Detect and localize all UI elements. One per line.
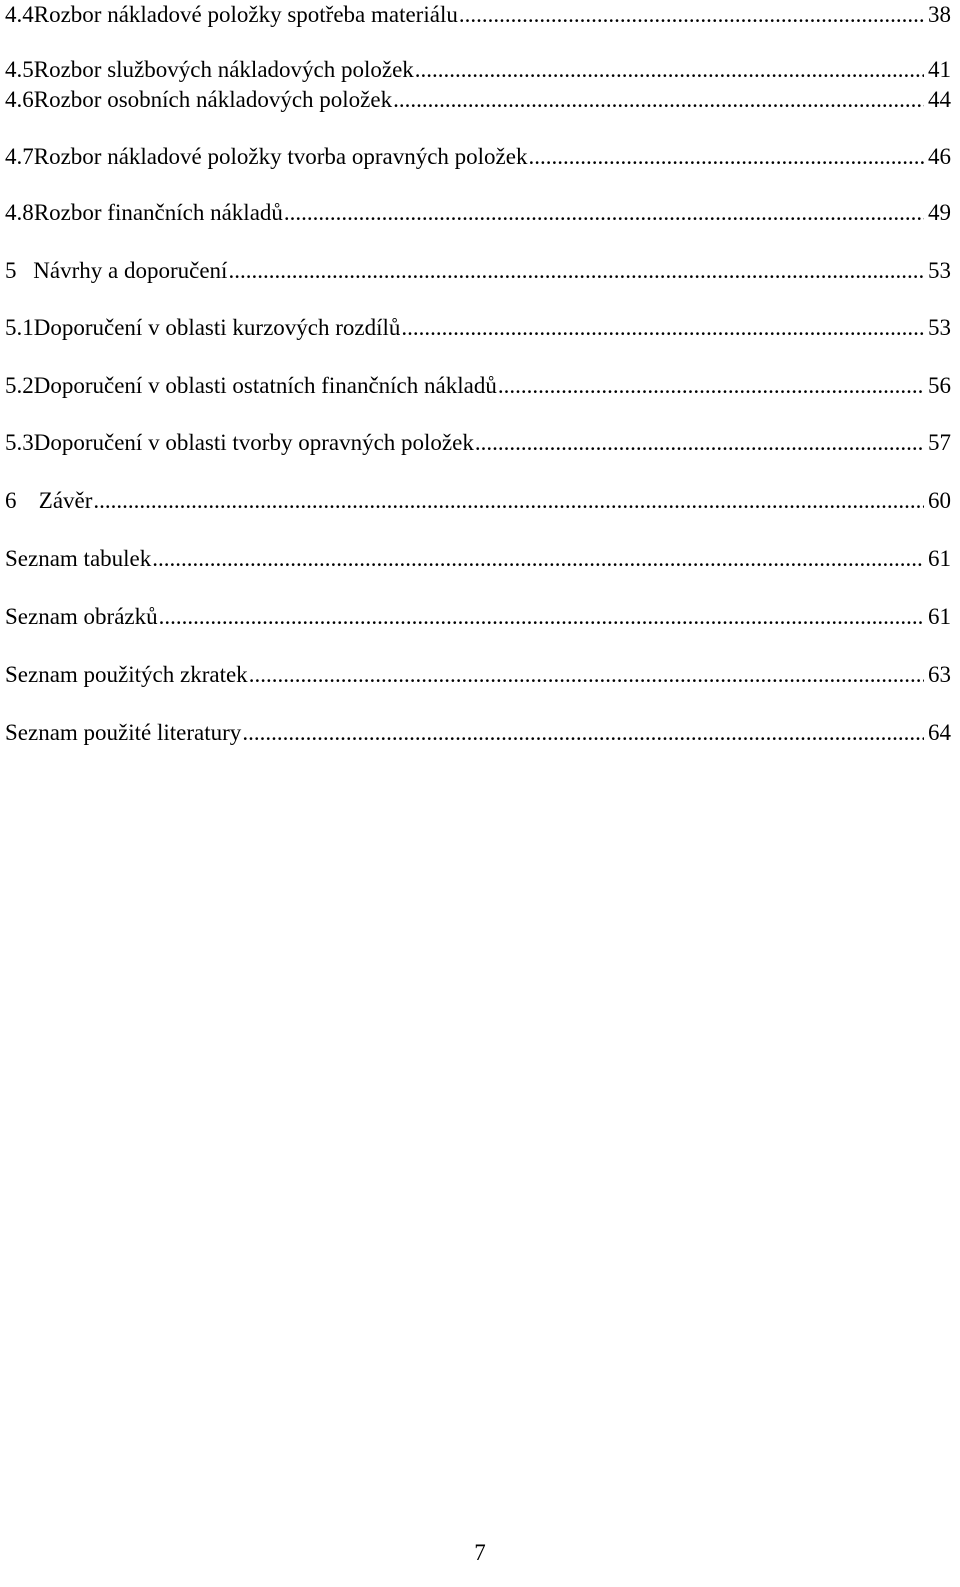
toc-entry-list-of-abbreviations[interactable]: [5, 660, 951, 690]
toc-entry-5-1[interactable]: [5, 313, 951, 343]
toc-entry-title: Doporučení v oblasti ostatních finančních nákladů: [33, 373, 497, 398]
dot-leader: [152, 544, 924, 574]
page-number: 7: [474, 1540, 486, 1565]
toc-entry-5[interactable]: [5, 256, 951, 286]
toc-entry-number: 4.4: [5, 2, 34, 27]
toc-entry-page: 53: [928, 258, 951, 283]
dot-leader: [401, 313, 924, 343]
toc-entry-title: Seznam obrázků: [5, 604, 158, 629]
toc-entry-4-8[interactable]: [5, 198, 951, 228]
dot-leader: [415, 55, 924, 85]
toc-entry-page: 60: [928, 488, 951, 513]
toc-entry-page: 53: [928, 315, 951, 340]
dot-leader: [242, 718, 924, 748]
dot-leader: [159, 602, 924, 632]
toc-entry-bibliography[interactable]: [5, 718, 951, 748]
toc-entry-4-4[interactable]: [5, 0, 951, 30]
toc-entry-title: Rozbor nákladové položky tvorba opravných položek: [33, 144, 528, 169]
toc-entry-title: Rozbor finančních nákladů: [33, 200, 283, 225]
toc-entry-title: Doporučení v oblasti kurzových rozdílů: [33, 315, 401, 340]
toc-entry-title: Seznam tabulek: [5, 546, 152, 571]
toc-entry-6[interactable]: [5, 486, 951, 516]
toc-entry-4-6[interactable]: [5, 85, 951, 115]
toc-entry-page: 46: [928, 144, 951, 169]
toc-entry-title: Závěr: [38, 488, 93, 513]
toc-entry-page: 49: [928, 200, 951, 225]
toc-entry-title: Doporučení v oblasti tvorby opravných položek: [33, 430, 474, 455]
toc-entry-page: 61: [928, 604, 951, 629]
toc-entry-number: 5.1: [5, 315, 34, 340]
dot-leader: [528, 142, 924, 172]
dot-leader: [475, 428, 924, 458]
toc-entry-number: 5.3: [5, 430, 34, 455]
toc-entry-page: 38: [928, 2, 951, 27]
toc-entry-title: Seznam použitých zkratek: [5, 662, 248, 687]
toc-entry-number: 6: [5, 488, 17, 513]
toc-entry-title: Rozbor službových nákladových položek: [33, 57, 414, 82]
toc-entry-page: 64: [928, 720, 951, 745]
toc-entry-page: 57: [928, 430, 951, 455]
toc-entry-4-7[interactable]: [5, 142, 951, 172]
toc-entry-number: 5.2: [5, 373, 34, 398]
toc-entry-5-3[interactable]: [5, 428, 951, 458]
dot-leader: [93, 486, 924, 516]
dot-leader: [284, 198, 924, 228]
toc-entry-list-of-figures[interactable]: [5, 602, 951, 632]
toc-entry-page: 44: [928, 87, 951, 112]
dot-leader: [228, 256, 924, 286]
toc-entry-page: 63: [928, 662, 951, 687]
toc-entry-4-5[interactable]: [5, 55, 951, 85]
toc-entry-list-of-tables[interactable]: [5, 544, 951, 574]
toc-entry-page: 41: [928, 57, 951, 82]
toc-entry-number: 4.7: [5, 144, 34, 169]
toc-entry-page: 56: [928, 373, 951, 398]
toc-entry-title: Seznam použité literatury: [5, 720, 242, 745]
toc-entry-number: 4.8: [5, 200, 34, 225]
toc-entry-title: Návrhy a doporučení: [33, 258, 228, 283]
toc-entry-5-2[interactable]: [5, 371, 951, 401]
dot-leader: [498, 371, 924, 401]
toc-entry-page: 61: [928, 546, 951, 571]
dot-leader: [249, 660, 924, 690]
toc-entry-title: Rozbor nákladové položky spotřeba materiálu: [33, 2, 458, 27]
dot-leader: [459, 0, 924, 30]
toc-entry-number: 4.5: [5, 57, 34, 82]
dot-leader: [393, 85, 924, 115]
toc-entry-number: 4.6: [5, 87, 34, 112]
toc-entry-number: 5: [5, 258, 17, 283]
toc-entry-title: Rozbor osobních nákladových položek: [33, 87, 393, 112]
